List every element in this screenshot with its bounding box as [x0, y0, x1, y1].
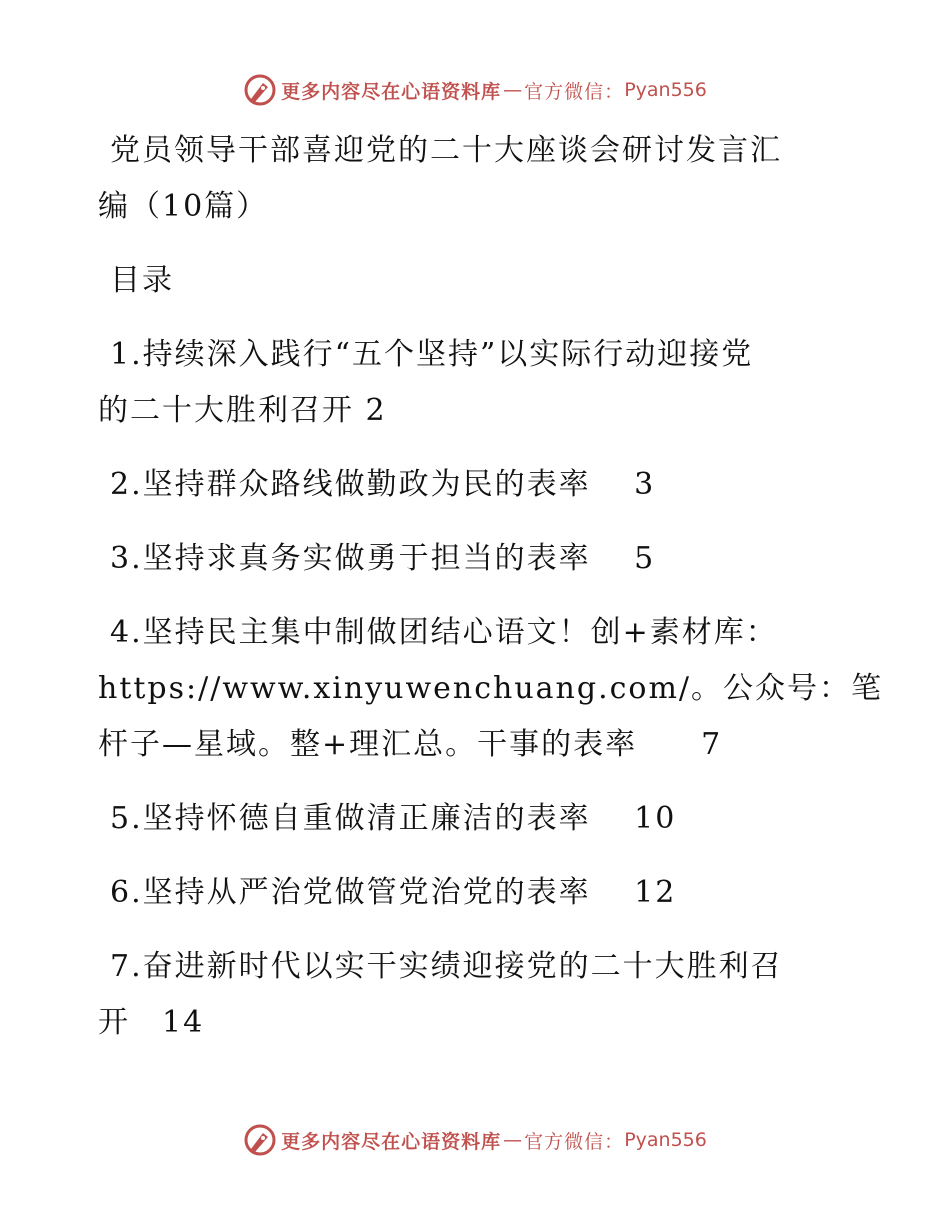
- toc-item-1-line-2: 的二十大胜利召开 2: [98, 393, 387, 428]
- toc-item-7: [98, 939, 838, 1051]
- banner-official-label: 官方微信：: [524, 1130, 625, 1153]
- banner-wechat-id: Pyan556: [624, 1129, 707, 1151]
- toc-item-6-line-1: 6.坚持从严治党做管党治党的表率 12: [110, 875, 677, 910]
- toc-item-2-line-1: 2.坚持群众路线做勤政为民的表率 3: [110, 467, 656, 502]
- toc-item-7-line-1: 7.奋进新时代以实干实绩迎接党的二十大胜利召: [110, 949, 783, 984]
- toc-item-4-line-1: 4.坚持民主集中制做团结心语文！创+素材库：: [110, 615, 778, 650]
- doc-title-line-2: 编（10篇）: [98, 189, 269, 224]
- toc-item-7-line-2: 开 14: [98, 1005, 205, 1040]
- doc-title-line-1: 党员领导干部喜迎党的二十大座谈会研讨发言汇: [110, 133, 782, 168]
- banner-wechat-id: Pyan556: [624, 79, 707, 101]
- toc-item-6: [98, 865, 838, 921]
- toc-item-3: [98, 531, 838, 587]
- banner-brand-text: 更多内容尽在心语资料库: [281, 80, 502, 103]
- banner-brand-text: 更多内容尽在心语资料库: [281, 1130, 502, 1153]
- toc-item-5: [98, 791, 838, 847]
- toc-item-1: [98, 327, 838, 439]
- toc-item-1-line-1: 1.持续深入践行“五个坚持”以实际行动迎接党: [110, 337, 754, 372]
- toc-item-3-line-1: 3.坚持求真务实做勇于担当的表率 5: [110, 541, 656, 576]
- banner-official-label: 官方微信：: [524, 80, 625, 103]
- toc-item-4-line-2: https://www.xinyuwenchuang.com/。公众号：笔: [98, 671, 884, 706]
- header-banner: [0, 72, 950, 108]
- toc-heading: 目录: [110, 263, 174, 298]
- pen-nib-logo-icon: [243, 73, 277, 107]
- document-body: [98, 123, 884, 1051]
- banner-dash: —: [503, 79, 523, 101]
- pen-nib-logo-icon: [243, 1123, 277, 1157]
- toc-item-4-line-3: 杆子—星域。整+理汇总。干事的表率 7: [98, 727, 723, 762]
- toc-item-4: [98, 605, 884, 773]
- toc-item-2: [98, 457, 838, 513]
- footer-banner: [0, 1122, 950, 1158]
- toc-item-5-line-1: 5.坚持怀德自重做清正廉洁的表率 10: [110, 801, 677, 836]
- banner-dash: —: [503, 1129, 523, 1151]
